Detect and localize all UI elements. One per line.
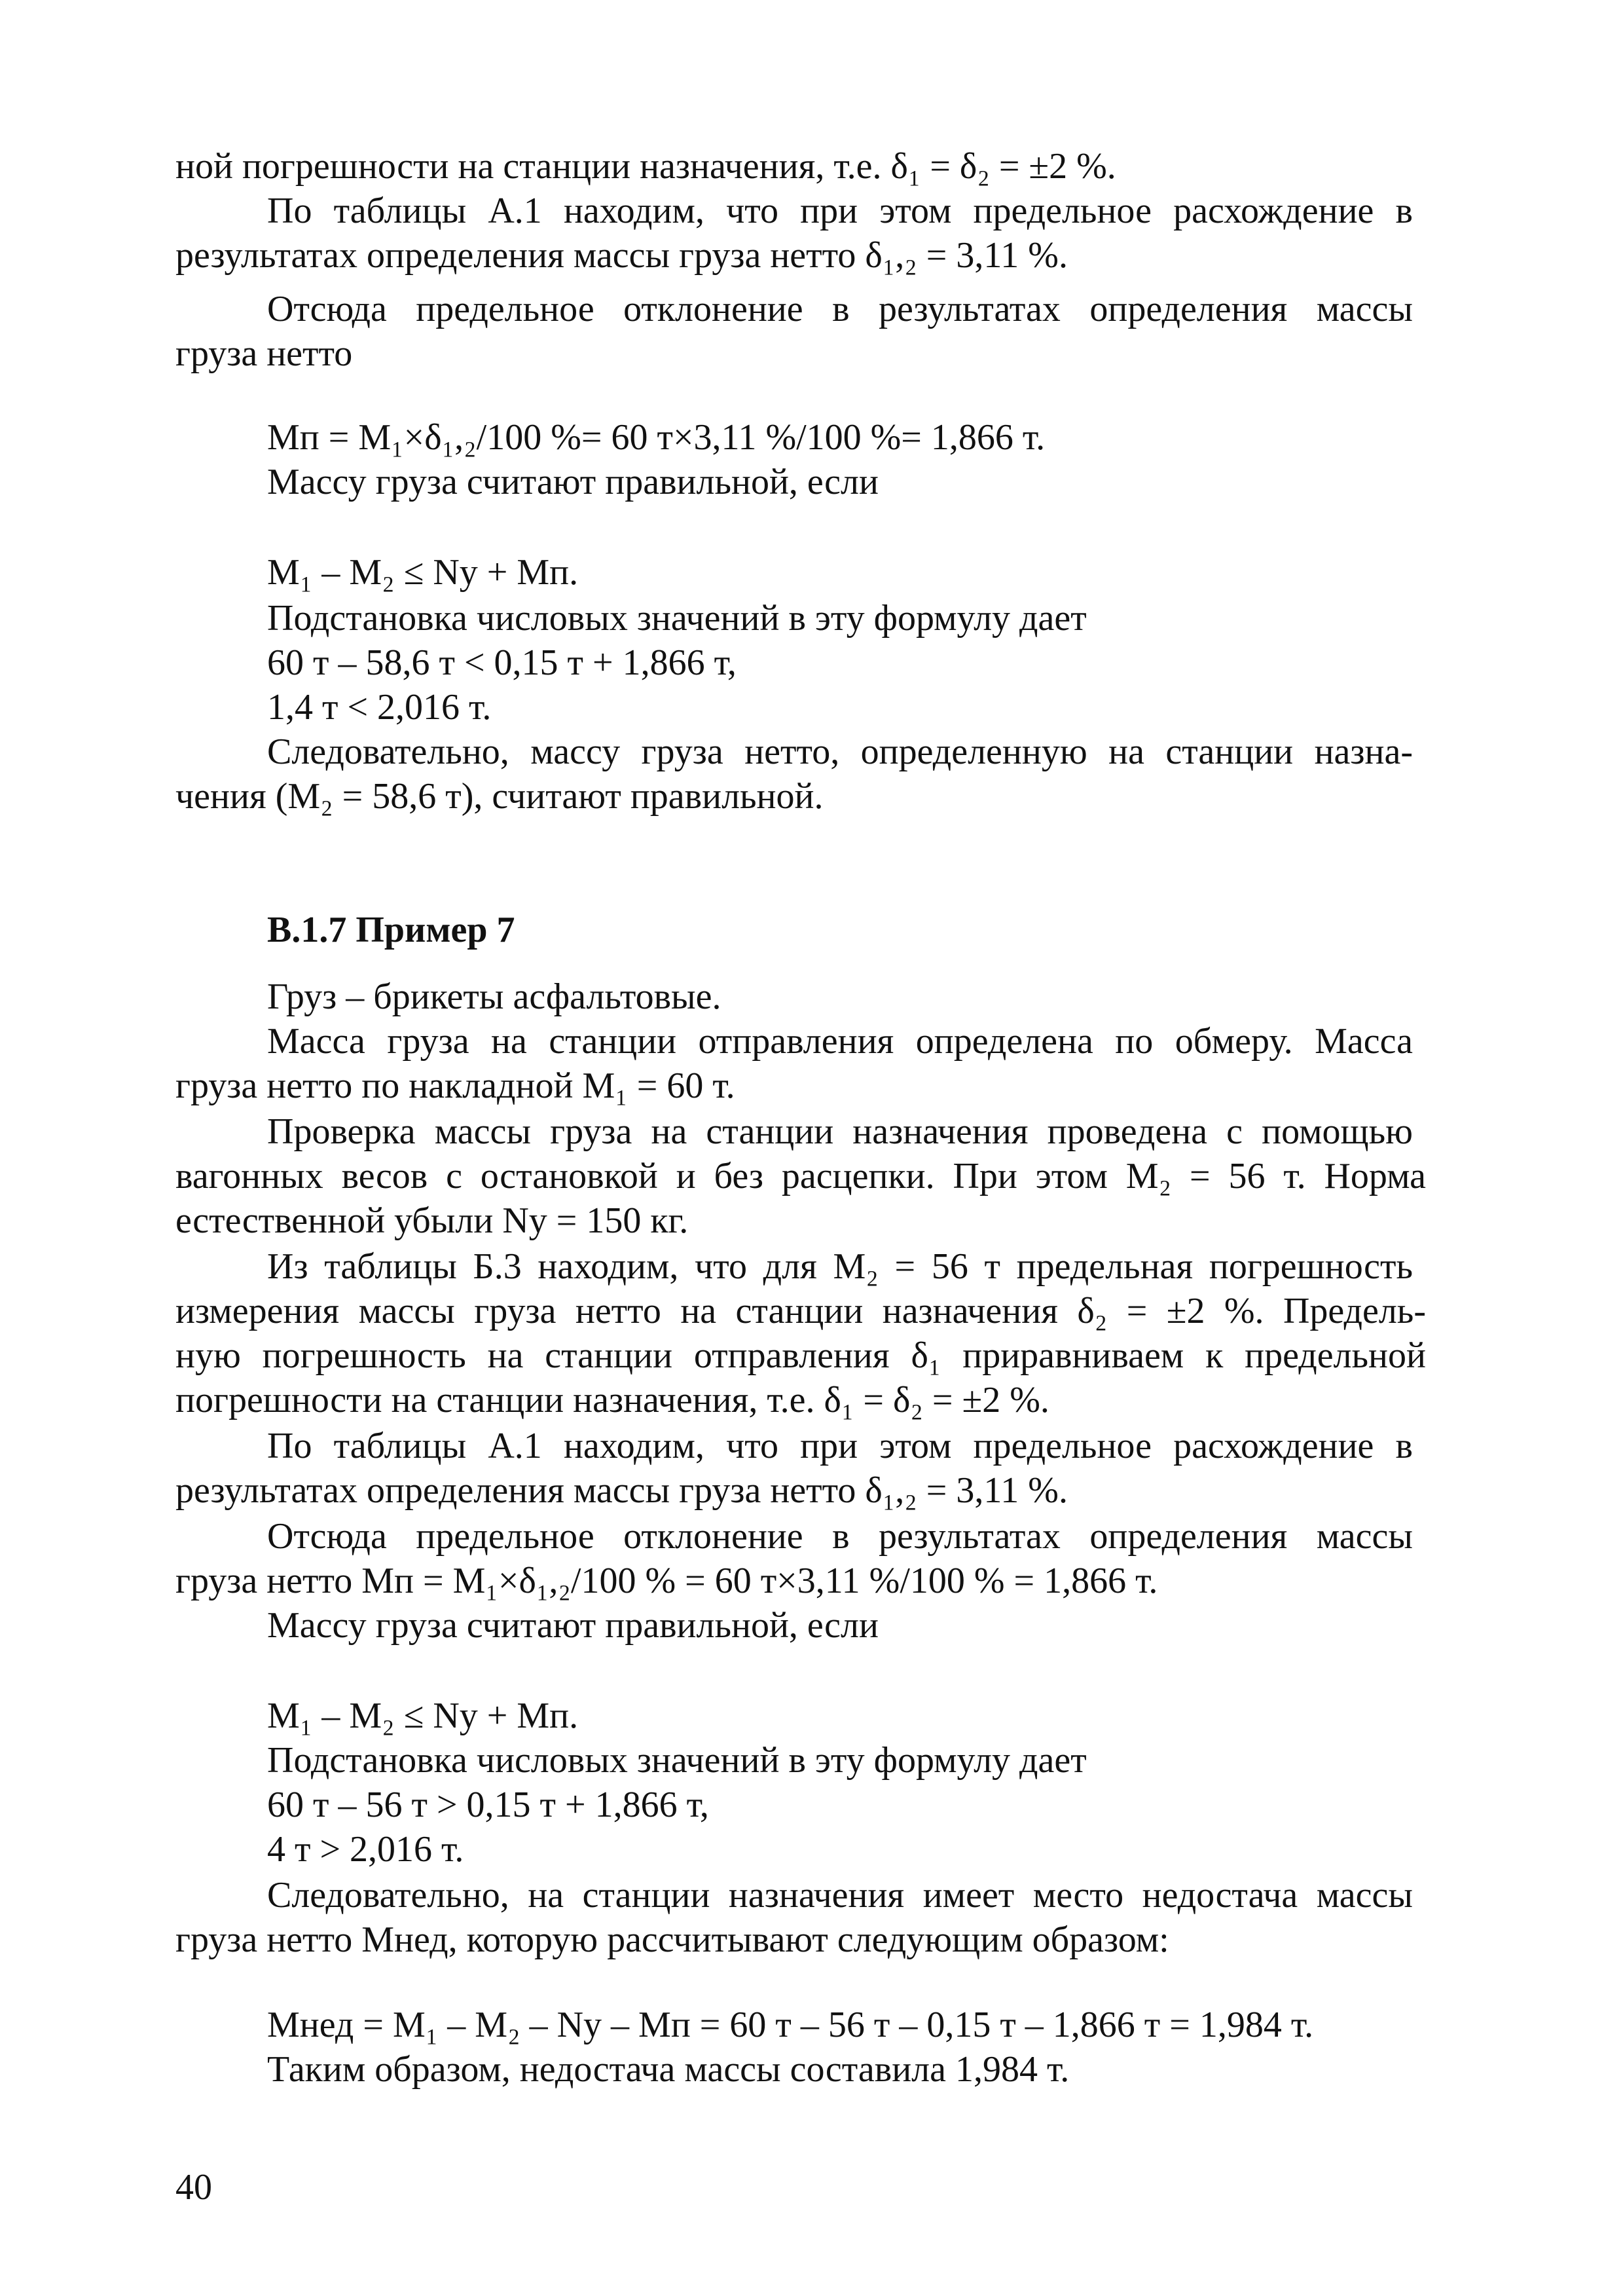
text-line: По таблицы А.1 находим, что при этом предельное расхождение в [267,191,1413,231]
text-line: естественной убыли Nу = 150 кг. [175,1200,689,1241]
formula-line: М₁ – М₂ ≤ Nу + Мп. [267,1695,579,1736]
formula-line: М₁ – М₂ ≤ Nу + Мп. [267,552,579,593]
section-heading: В.1.7 Пример 7 [267,910,515,950]
text-line: результатах определения массы груза нетто δ₁,₂ = 3,11 %. [175,235,1068,276]
text-line: Масса груза на станции отправления определена по обмеру. Масса [267,1021,1413,1062]
page-number: 40 [175,2167,212,2208]
formula-line: 1,4 т < 2,016 т. [267,687,492,728]
text-line: результатах определения массы груза нетто δ₁,₂ = 3,11 %. [175,1470,1068,1511]
formula-line: груза нетто Мп = М₁×δ₁,₂/100 % = 60 т×3,11 %/100 % = 1,866 т. [175,1561,1158,1601]
text-line: Отсюда предельное отклонение в результатах определения массы [267,1516,1413,1557]
text-line: измерения массы груза нетто на станции назначения δ₂ = ±2 %. Предель- [175,1291,1426,1331]
text-line: вагонных весов с остановкой и без расцепки. При этом М₂ = 56 т. Норма [175,1156,1426,1196]
text-line: Массу груза считают правильной, если [267,1605,879,1646]
text-line: Подстановка числовых значений в эту формулу дает [267,1740,1087,1781]
text-line: ной погрешности на станции назначения, т.е. δ₁ = δ₂ = ±2 %. [175,146,1116,187]
text-line: груза нетто по накладной М₁ = 60 т. [175,1065,735,1106]
text-line: Подстановка числовых значений в эту формулу дает [267,598,1087,639]
text-line: Следовательно, на станции назначения имеет место недостача массы [267,1875,1413,1916]
text-line: погрешности на станции назначения, т.е. δ₁ = δ₂ = ±2 %. [175,1380,1049,1420]
text-line: Груз – брикеты асфальтовые. [267,976,721,1017]
text-line: Массу груза считают правильной, если [267,462,879,502]
formula-line: 4 т > 2,016 т. [267,1829,464,1870]
text-line: По таблицы А.1 находим, что при этом предельное расхождение в [267,1426,1413,1466]
formula-line: 60 т – 56 т > 0,15 т + 1,866 т, [267,1785,709,1825]
text-line: груза нетто Мнед, которую рассчитывают следующим образом: [175,1919,1169,1960]
text-line: Таким образом, недостача массы составила 1,984 т. [267,2049,1070,2090]
formula-line: 60 т – 58,6 т < 0,15 т + 1,866 т, [267,642,737,683]
text-line: ную погрешность на станции отправления δ₁ приравниваем к предельной [175,1335,1426,1376]
text-line: чения (М₂ = 58,6 т), считают правильной. [175,776,824,817]
text-line: Проверка массы груза на станции назначения проведена с помощью [267,1111,1413,1152]
text-line: Из таблицы Б.3 находим, что для М₂ = 56 т предельная погрешность [267,1246,1413,1287]
text-line: груза нетто [175,333,353,374]
formula-line: Мп = М₁×δ₁,₂/100 %= 60 т×3,11 %/100 %= 1,866 т. [267,417,1046,458]
text-line: Отсюда предельное отклонение в результатах определения массы [267,289,1413,329]
formula-line: Мнед = М₁ – М₂ – Nу – Мп = 60 т – 56 т – 0,15 т – 1,866 т = 1,984 т. [267,2005,1314,2045]
text-line: Следовательно, массу груза нетто, определенную на станции назна- [267,731,1413,772]
